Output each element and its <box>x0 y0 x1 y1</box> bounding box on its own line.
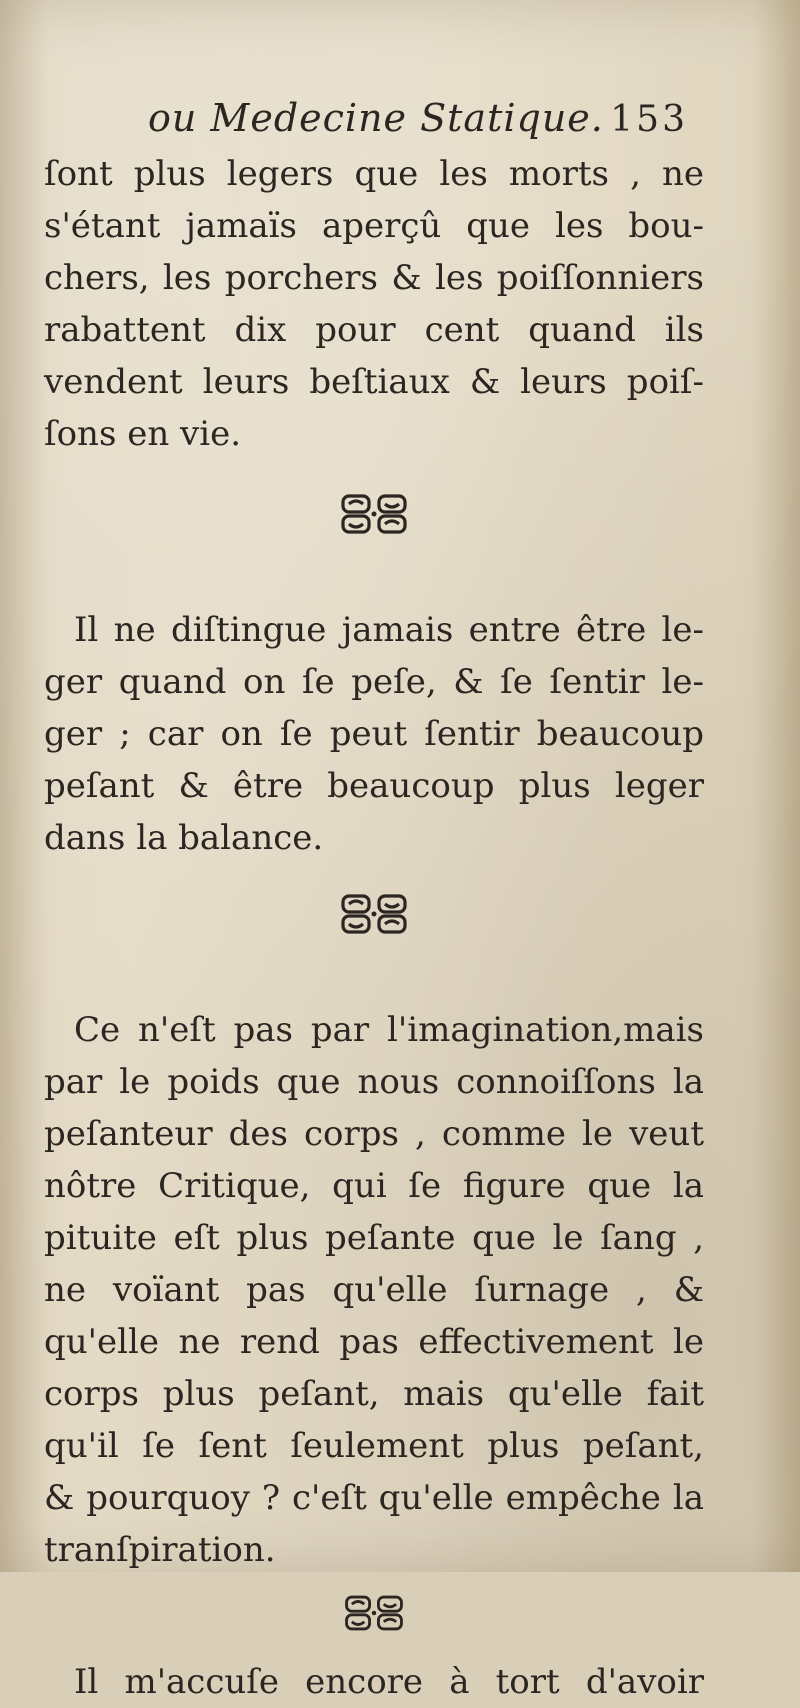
text-line: par le poids que nous connoiſſons la <box>44 1062 704 1102</box>
text-line: ſons en vie. <box>44 414 242 454</box>
text-line: Ce n'eſt pas par l'imagination,mais <box>74 1010 704 1050</box>
text-line: & pourquoy ? c'eſt qu'elle empêche la <box>44 1478 704 1518</box>
running-title: ou Medecine Statique. <box>148 96 604 140</box>
ornament-divider <box>44 1580 704 1646</box>
text-line: s'étant jamaïs aperçû que les bou- <box>44 206 704 246</box>
text-line: corps plus peſant, mais qu'elle fait <box>44 1374 704 1414</box>
text-line: rabattent dix pour cent quand ils <box>44 310 704 350</box>
body-text <box>44 148 704 1708</box>
printers-flower-ornament-icon <box>343 1593 405 1633</box>
printers-flower-ornament-icon <box>339 492 409 536</box>
paragraph-4 <box>44 1656 704 1708</box>
text-line: ſont plus legers que les morts , ne <box>44 154 704 194</box>
paragraph-3 <box>44 1004 704 1576</box>
printers-flower-ornament-icon <box>339 892 409 936</box>
text-line: vendent leurs beſtiaux & leurs poiſ- <box>44 362 704 402</box>
text-line: Il ne diſtingue jamais entre être le- <box>74 610 704 650</box>
text-line: qu'elle ne rend pas effectivement le <box>44 1322 704 1362</box>
ornament-divider <box>44 876 704 952</box>
text-line: nôtre Critique, qui ſe figure que la <box>44 1166 704 1206</box>
paragraph-2 <box>44 604 704 864</box>
running-header <box>148 96 688 152</box>
text-line: ger quand on ſe peſe, & ſe ſentir le- <box>44 662 704 702</box>
text-line: chers, les porchers & les poiſſonniers <box>44 258 704 298</box>
text-line: qu'il ſe ſent ſeulement plus peſant, <box>44 1426 704 1466</box>
text-line: peſant & être beaucoup plus leger <box>44 766 704 806</box>
ornament-divider <box>44 476 704 552</box>
text-line: ger ; car on ſe peut ſentir beaucoup <box>44 714 704 754</box>
page-number: 153 <box>610 99 688 140</box>
text-line: Il m'accuſe encore à tort d'avoir <box>74 1662 704 1702</box>
text-line: ne voïant pas qu'elle ſurnage , & <box>44 1270 704 1310</box>
text-line: peſanteur des corps , comme le veut <box>44 1114 704 1154</box>
text-line: pituite eſt plus peſante que le ſang , <box>44 1218 704 1258</box>
text-line: tranſpiration. <box>44 1530 276 1570</box>
text-line: dans la balance. <box>44 818 324 858</box>
paragraph-1 <box>44 148 704 460</box>
